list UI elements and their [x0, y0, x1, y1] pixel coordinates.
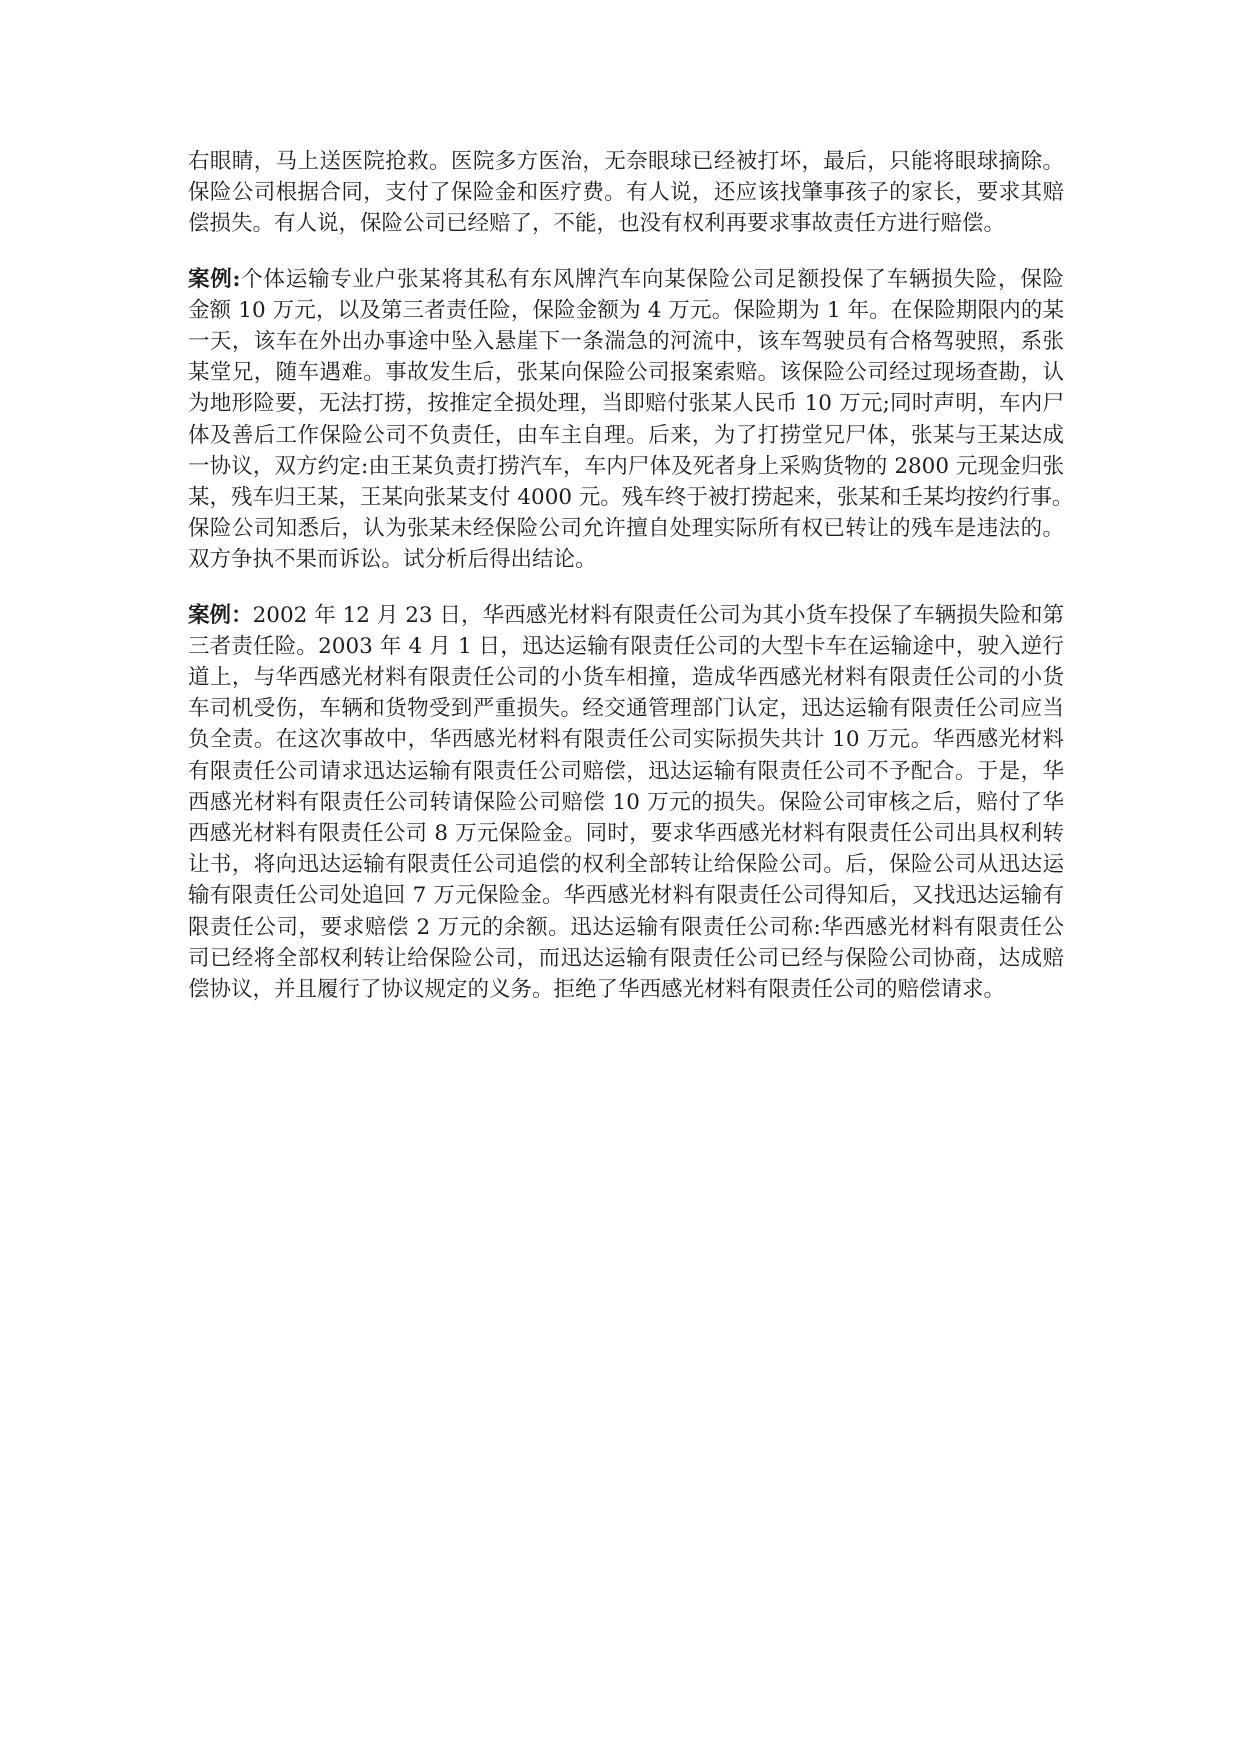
paragraph-eye-injury	[188, 146, 1064, 240]
text-line: 让书，将向迅达运输有限责任公司追偿的权利全部转让给保险公司。后，保险公司从迅达运	[188, 852, 1064, 878]
text-line: 某，残车归王某，王某向张某支付 4000 元。残车终于被打捞起来，张某和壬某均按约行事。	[188, 485, 1074, 511]
text-line: 右眼睛，马上送医院抢救。医院多方医治，无奈眼球已经被打坏，最后，只能将眼球摘除。	[188, 149, 1064, 174]
text-line: 负全责。在这次事故中，华西感光材料有限责任公司实际损失共计 10 万元。华西感光材料	[188, 727, 1064, 753]
text-line: 双方争执不果而诉讼。试分析后得出结论。	[188, 547, 597, 573]
text-line: 偿协议，并且履行了协议规定的义务。拒绝了华西感光材料有限责任公司的赔偿请求。	[188, 977, 1006, 1003]
text-line: 司已经将全部权利转让给保险公司，而迅达运输有限责任公司已经与保险公司协商，达成赔	[188, 945, 1064, 971]
text-line: 道上，与华西感光材料有限责任公司的小货车相撞，造成华西感光材料有限责任公司的小货	[188, 665, 1064, 691]
paragraph-case-huaxi	[188, 600, 1064, 1006]
text-line: 体及善后工作保险公司不负责任，由车主自理。后来，为了打捞堂兄尸体，张某与王某达成	[188, 422, 1064, 448]
paragraph-case-zhang	[188, 264, 1074, 576]
text-line: 偿损失。有人说，保险公司已经赔了，不能，也没有权利再要求事故责任方进行赔偿。	[188, 211, 1006, 237]
case-label: 案例：	[188, 602, 253, 628]
text-line: 限责任公司，要求赔偿 2 万元的余额。迅达运输有限责任公司称:华西感光材料有限责任公	[188, 914, 1064, 940]
text-line	[188, 264, 1064, 295]
text-line: 为地形险要，无法打捞，按推定全损处理，当即赔付张某人民币 10 万元;同时声明，车内尸	[188, 391, 1064, 417]
text-line: 保险公司根据合同，支付了保险金和医疗费。有人说，还应该找肇事孩子的家长，要求其赔	[188, 180, 1064, 206]
case-label: 案例:	[188, 266, 241, 292]
text-line: 一天，该车在外出办事途中坠入悬崖下一条湍急的河流中，该车驾驶员有合格驾驶照，系张	[188, 329, 1064, 355]
text-line: 金额 10 万元，以及第三者责任险，保险金额为 4 万元。保险期为 1 年。在保险期限内的某	[188, 297, 1064, 323]
text-line: 输有限责任公司处追回 7 万元保险金。华西感光材料有限责任公司得知后，又找迅达运输有	[188, 883, 1064, 909]
text-line: 西感光材料有限责任公司 8 万元保险金。同时，要求华西感光材料有限责任公司出具权利转	[188, 821, 1064, 847]
text-line: 车司机受伤，车辆和货物受到严重损失。经交通管理部门认定，迅达运输有限责任公司应当	[188, 696, 1064, 722]
text-line-content: 2002 年 12 月 23 日，华西感光材料有限责任公司为其小货车投保了车辆损失险和第	[252, 602, 1064, 628]
document-page	[188, 146, 1074, 1029]
text-line: 西感光材料有限责任公司转请保险公司赔偿 10 万元的损失。保险公司审核之后，赔付了华	[188, 789, 1064, 815]
text-line: 保险公司知悉后，认为张某未经保险公司允许擅自处理实际所有权已转让的残车是违法的。	[188, 516, 1064, 542]
text-line: 某堂兄，随车遇难。事故发生后，张某向保险公司报案索赔。该保险公司经过现场查勘，认	[188, 360, 1064, 386]
text-line: 有限责任公司请求迅达运输有限责任公司赔偿，迅达运输有限责任公司不予配合。于是，华	[188, 758, 1064, 784]
text-line: 一协议，双方约定:由王某负责打捞汽车，车内尸体及死者身上采购货物的 2800 元现金归张	[188, 453, 1064, 479]
text-line-content: 个体运输专业户张某将其私有东风牌汽车向某保险公司足额投保了车辆损失险，保险	[240, 266, 1064, 292]
text-line	[188, 600, 1064, 631]
text-line: 三者责任险。2003 年 4 月 1 日，迅达运输有限责任公司的大型卡车在运输途中，驶入逆行	[188, 633, 1064, 659]
